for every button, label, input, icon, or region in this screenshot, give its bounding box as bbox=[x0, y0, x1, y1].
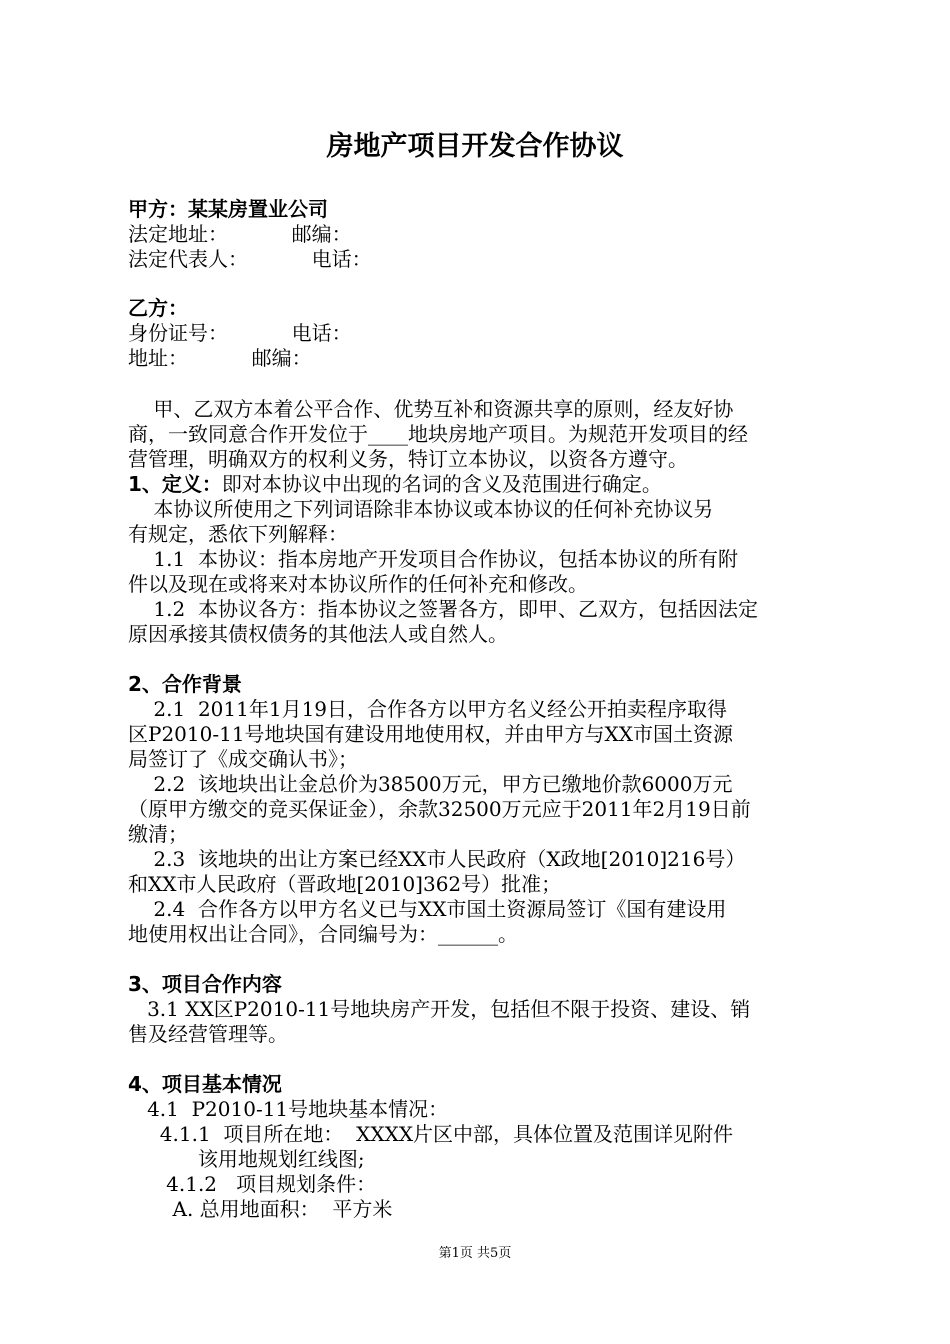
section-1-desc: 即对本协议中出现的名词的含义及范围进行确定。 bbox=[221, 472, 662, 496]
clause-1-2: 1.2 本协议各方：指本协议之签署各方，即甲、乙双方，包括因法定 bbox=[128, 597, 758, 621]
clause-4-1-2: 4.1.2 项目规划条件： bbox=[128, 1172, 377, 1196]
clause-4-1-1: 4.1.1 项目所在地： XXXX片区中部，具体位置及范围详见附件 bbox=[128, 1122, 734, 1146]
document-title: 房地产项目开发合作协议 bbox=[326, 131, 624, 162]
party-b-id: 身份证号： 电话： bbox=[128, 321, 352, 345]
clause-3-1: 售及经营管理等。 bbox=[128, 1022, 288, 1046]
intro-line: 营管理，明确双方的权利义务，特订立本协议，以资各方遵守。 bbox=[128, 447, 688, 471]
party-b-label: 乙方： bbox=[128, 296, 188, 320]
clause-2-1: 局签订了《成交确认书》； bbox=[128, 747, 358, 771]
party-b-address: 地址： 邮编： bbox=[128, 346, 312, 370]
intro-line: 商，一致同意合作开发位于____地块房地产项目。为规范开发项目的经 bbox=[128, 422, 748, 446]
clause-1-1: 1.1 本协议：指本房地产开发项目合作协议，包括本协议的所有附 bbox=[128, 547, 738, 571]
clause-4-1: 4.1 P2010-11号地块基本情况： bbox=[128, 1097, 449, 1121]
clause-3-1: 3.1 XX区P2010-11号地块房产开发，包括但不限于投资、建设、销 bbox=[128, 997, 751, 1021]
section-3-heading: 3、项目合作内容 bbox=[128, 972, 282, 996]
section-1-label: 1、定义： bbox=[128, 472, 222, 496]
clause-2-4: 地使用权出让合同》，合同编号为：______。 bbox=[128, 922, 518, 946]
clause-2-1: 2.1 2011年1月19日，合作各方以甲方名义经公开拍卖程序取得 bbox=[128, 697, 728, 721]
clause-2-2: （原甲方缴交的竞买保证金），余款32500万元应于2011年2月19日前 bbox=[128, 797, 751, 821]
party-a-name: 甲方：某某房置业公司 bbox=[128, 197, 328, 221]
party-a-representative: 法定代表人： 电话： bbox=[128, 247, 372, 271]
clause-2-1: 区P2010-11号地块国有建设用地使用权，并由甲方与XX市国土资源 bbox=[128, 722, 734, 746]
clause-2-3: 2.3 该地块的出让方案已经XX市人民政府（X政地[2010]216号） bbox=[128, 847, 746, 871]
section-4-heading: 4、项目基本情况 bbox=[128, 1072, 282, 1096]
section-1-para: 有规定，悉依下列解释： bbox=[128, 522, 348, 546]
party-a-address: 法定地址： 邮编： bbox=[128, 222, 352, 246]
section-2-heading: 2、合作背景 bbox=[128, 672, 242, 696]
clause-2-4: 2.4 合作各方以甲方名义已与XX市国土资源局签订《国有建设用 bbox=[128, 897, 727, 921]
section-1-para: 本协议所使用之下列词语除非本协议或本协议的任何补充协议另 bbox=[128, 497, 714, 521]
intro-line: 甲、乙双方本着公平合作、优势互补和资源共享的原则，经友好协 bbox=[128, 397, 734, 421]
clause-2-2: 缴清； bbox=[128, 822, 188, 846]
clause-4-1-2-a: A. 总用地面积： 平方米 bbox=[128, 1197, 393, 1221]
clause-2-3: 和XX市人民政府（晋政地[2010]362号）批准； bbox=[128, 872, 562, 896]
clause-2-2: 2.2 该地块出让金总价为38500万元，甲方已缴地价款6000万元 bbox=[128, 772, 733, 796]
clause-4-1-1: 该用地规划红线图; bbox=[128, 1147, 365, 1171]
clause-1-1: 件以及现在或将来对本协议所作的任何补充和修改。 bbox=[128, 572, 588, 596]
clause-1-2: 原因承接其债权债务的其他法人或自然人。 bbox=[128, 622, 508, 646]
page-footer: 第1页 共5页 bbox=[438, 1246, 512, 1261]
section-1-heading bbox=[128, 472, 662, 497]
